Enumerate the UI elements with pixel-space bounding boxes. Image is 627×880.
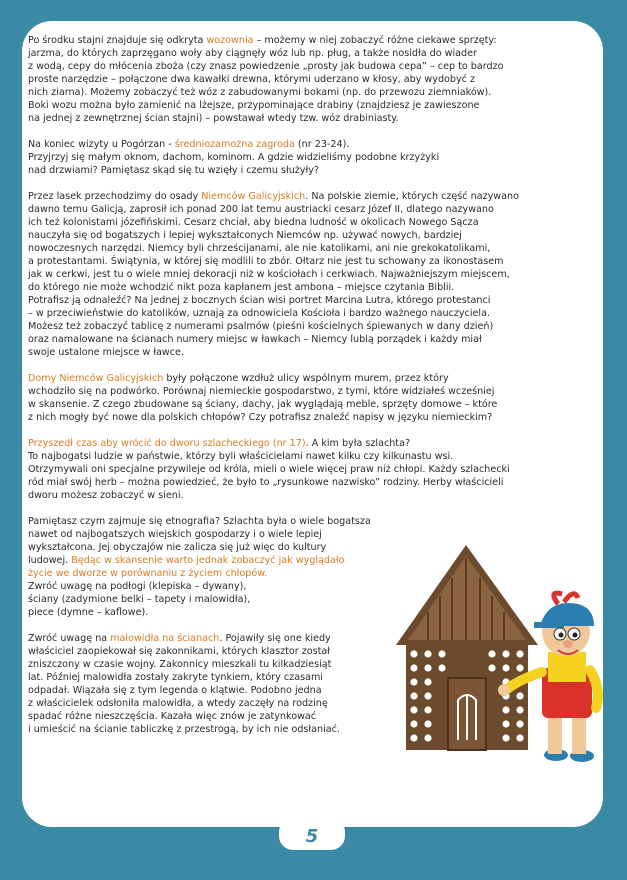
text-segment: z nich mogły być nowe dla polskich chłopów? Czy potrafisz znaleźć napisy w języku niemieckim?: [28, 412, 493, 423]
text-segment: Pamiętasz czym zajmuje się etnografia? Szlachta była o wiele bogatsza: [28, 516, 371, 527]
text-line: [28, 294, 563, 307]
text-line: [28, 34, 563, 47]
text-segment: dawno temu Galicją, zaprosił ich ponad 200 lat temu austriacki cesarz Józef II, dlatego nazywano: [28, 204, 494, 215]
page-number: 5: [305, 826, 319, 847]
paragraph-5: [28, 437, 563, 502]
text-line: [28, 216, 563, 229]
text-segment: jarzma, do których zaprzęgano woły aby ciągnęły wóz lub np. pług, a także nosidła do wiader: [28, 48, 477, 59]
text-line: [28, 60, 563, 73]
text-segment: – w przeciwieństwie do katolików, uznają za odnowiciela Kościoła i bardzo ważnego nauczyciela.: [28, 308, 490, 319]
text-segment: były połączone wzdłuż ulicy wspólnym murem, przez który: [163, 373, 449, 384]
text-line: [28, 190, 563, 203]
text-line: [28, 489, 563, 502]
text-segment: . A kim była szlachta?: [305, 438, 411, 449]
text-line: [28, 372, 563, 385]
text-line: [28, 229, 563, 242]
text-line: [28, 86, 563, 99]
text-line: [28, 47, 563, 60]
text-segment: w skansenie. Z czego zbudowane są ściany, dachy, jak wyglądają meble, sprzęty domowe – które: [28, 399, 498, 410]
text-line: [28, 151, 563, 164]
text-segment: proste narzędzie – połączone dwa kawałki drewna, którymi uderzano w kłosy, aby wydobyć z: [28, 74, 476, 85]
text-segment: ściany (zadymione belki – tapety i malowidła),: [28, 594, 251, 605]
text-line: [28, 255, 563, 268]
text-segment: z wodą, cepy do młócenia zboża (czy znasz powiedzenie „prosty jak budowa cepa” – cep to bardzo: [28, 61, 504, 72]
text-line: [28, 112, 563, 125]
text-segment: nowoczesnych narzędzi. Niemcy byli chrześcijanami, ale nie katolikami, ani nie grekokatolikami,: [28, 243, 491, 254]
text-line: [28, 515, 563, 528]
text-segment: właściciel zaopiekował się zakonnikami, których klasztor został: [28, 646, 331, 657]
text-segment: Zwróć uwagę na: [28, 633, 111, 644]
text-line: [28, 73, 563, 86]
text-segment: swoje ustalone miejsce w ławce.: [28, 347, 184, 358]
text-segment: z właścicielek odsłoniła malowidła, a wtedy zaczęły na rodzinę: [28, 698, 328, 709]
highlighted-text: Przyszedł czas aby wrócić do dworu szlacheckiego (nr 17): [28, 438, 306, 449]
text-segment: odpadał. Wiązała się z tym legenda o klątwie. Podobno jedna: [28, 685, 322, 696]
text-segment: i umieścić na ścianie tabliczkę z przestrogą, by ich nie odsłaniać.: [28, 724, 340, 735]
house-with-boy-illustration: [388, 540, 603, 770]
text-segment: . Pojawiły się one kiedy: [219, 633, 331, 644]
text-segment: Przyjrzyj się małym oknom, dachom, kominom. A gdzie widzieliśmy podobne krzyżyki: [28, 152, 440, 163]
text-line: [28, 268, 563, 281]
text-segment: ród miał swój herb – można powiedzieć, że było to „rysunkowe nazwisko” rodziny. Herby właścicieli: [28, 477, 504, 488]
text-segment: do którego nie może wchodzić nikt poza kapłanem jest ambona – miejsce czytania Biblii.: [28, 282, 455, 293]
text-segment: . Na polskie ziemie, których część nazywano: [305, 191, 519, 202]
text-segment: nich ziarna). Możemy zobaczyć też wóz z zabudowanymi bokami (np. do przewozu ziemniaków).: [28, 87, 492, 98]
highlighted-text: Będąc w skansenie warto jednak zobaczyć jak wyglądało: [71, 555, 345, 566]
text-line: [28, 398, 563, 411]
text-segment: – możemy w niej zobaczyć różne ciekawe sprzęty:: [253, 35, 497, 46]
text-segment: (nr 23-24).: [294, 139, 350, 150]
text-segment: nawet od najbogatszych wiejskich gospodarzy i o wiele lepiej: [28, 529, 322, 540]
text-line: [28, 281, 563, 294]
text-segment: To najbogatsi ludzie w państwie, którzy byli właścicielami nawet kilku czy kilkunastu wsi.: [28, 451, 454, 462]
text-line: [28, 320, 563, 333]
paragraph-1: [28, 34, 563, 125]
text-line: [28, 164, 563, 177]
text-line: [28, 307, 563, 320]
text-segment: spadać różne nieszczęścia. Kazała więc znów je zatynkować: [28, 711, 317, 722]
highlighted-text: średniozamożna zagroda: [174, 139, 295, 150]
text-line: [28, 138, 563, 151]
text-segment: zniszczony w czasie wojny. Zakonnicy mieszkali tu kilkadziesiąt: [28, 659, 332, 670]
paragraph-4: [28, 372, 563, 424]
text-segment: Możesz też zobaczyć tablicę z numerami psalmów (pieśni kościelnych śpiewanych w dany dzień): [28, 321, 494, 332]
text-segment: Przez lasek przechodzimy do osady: [28, 191, 202, 202]
highlighted-text: malowidła na ścianach: [110, 633, 220, 644]
text-segment: a protestantami. Świątynia, w której się modlili to zbór. Ołtarz nie jest tu schowany za ikonostasem: [28, 256, 504, 267]
text-line: [28, 450, 563, 463]
text-line: [28, 99, 563, 112]
highlighted-text: Domy Niemców Galicyjskich: [28, 373, 164, 384]
text-segment: na jednej z zewnętrznej ścian stajni) – powstawał wtedy tzw. wóz drabiniasty.: [28, 113, 399, 124]
text-line: [28, 437, 563, 450]
highlighted-text: Niemców Galicyjskich: [201, 191, 306, 202]
text-segment: wchodziło się na podwórko. Porównaj niemieckie gospodarstwo, z tymi, które widziałeś wcześniej: [28, 386, 495, 397]
text-segment: nauczyła się od bogatszych i lepiej wykształconych Niemców np. używać nowych, bardziej: [28, 230, 462, 241]
text-line: [28, 242, 563, 255]
text-segment: Zwróć uwagę na podłogi (klepiska – dywany),: [28, 581, 247, 592]
text-segment: ich też kolonistami józefińskimi. Cesarz chciał, aby biedna ludność w okolicach Nowego Sącza: [28, 217, 479, 228]
text-line: [28, 476, 563, 489]
text-segment: oraz namalowane na ścianach numery miejsc w ławkach – Niemcy lubią porządek i każdy miał: [28, 334, 482, 345]
text-line: [28, 346, 563, 359]
text-segment: Potrafisz ją odnaleźć? Na jednej z bocznych ścian wisi portret Marcina Lutra, którego protestanci: [28, 295, 491, 306]
text-segment: piece (dymne – kaflowe).: [28, 607, 149, 618]
text-line: [28, 385, 563, 398]
text-segment: jak w cerkwi, jest tu o wiele mniej dekoracji niż w kościołach i cerkwiach. Najważniejszym miejscem,: [28, 269, 510, 280]
text-segment: Po środku stajni znajduje się odkryta: [28, 35, 207, 46]
paragraph-3: [28, 190, 563, 359]
highlighted-text: życie we dworze w porównaniu z życiem chłopów.: [28, 568, 268, 579]
text-segment: ludowej.: [28, 555, 72, 566]
text-line: [28, 463, 563, 476]
text-segment: Na koniec wizyty u Pogórzan -: [28, 139, 175, 150]
text-segment: dworu możesz zobaczyć w sieni.: [28, 490, 184, 501]
text-line: [28, 333, 563, 346]
paragraph-2: [28, 138, 563, 177]
text-segment: Boki wozu można było zamienić na lżejsze, przypominające drabiny (znajdziesz je zawieszone: [28, 100, 480, 111]
text-line: [28, 411, 563, 424]
text-segment: wykształcona. Jej obyczajów nie zalicza się już więc do kultury: [28, 542, 327, 553]
text-segment: lat. Później malowidła zostały zakryte tynkiem, który czasami: [28, 672, 323, 683]
text-segment: Otrzymywali oni specjalne przywileje od króla, mieli o wiele więcej praw niż chłopi. Każdy szlachecki: [28, 464, 510, 475]
text-line: [28, 203, 563, 216]
text-segment: nad drzwiami? Pamiętasz skąd się tu wzięły i czemu służyły?: [28, 165, 319, 176]
highlighted-text: wozownia: [206, 35, 254, 46]
